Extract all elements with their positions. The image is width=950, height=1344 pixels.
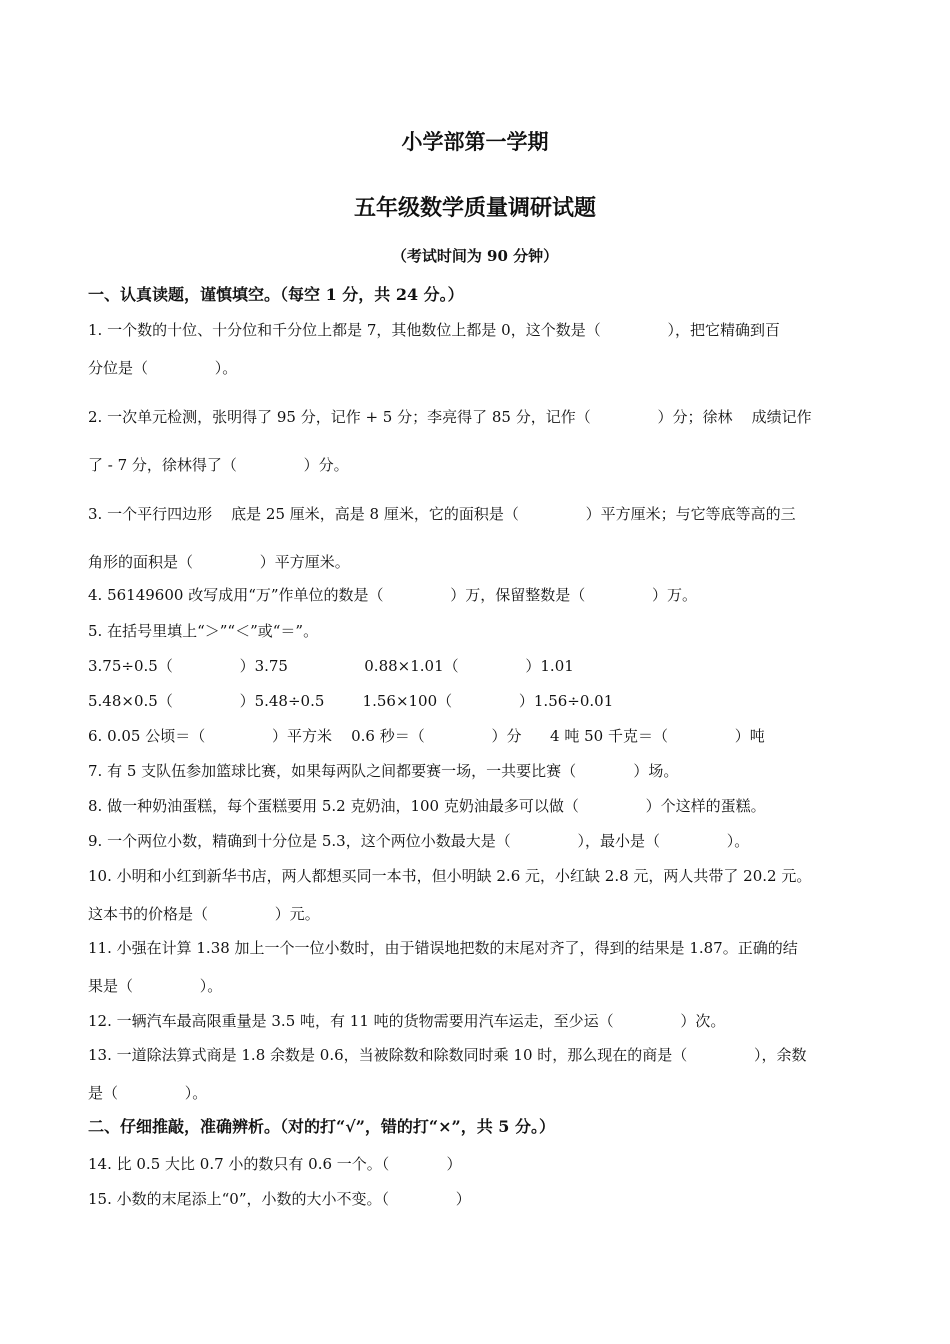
question-13-line-2: 是（ ）。: [88, 1084, 208, 1102]
question-1-line-2: 分位是（ ）。: [88, 359, 238, 377]
question-2-line-1: 2. 一次单元检测，张明得了 95 分，记作 + 5 分；李亮得了 85 分，记作（ ）分；徐林 成绩记作: [88, 408, 812, 426]
question-3-line-2: 角形的面积是（ ）平方厘米。: [88, 553, 350, 571]
question-5-row-1: 3.75÷0.5（ ）3.75 0.88×1.01（ ）1.01: [88, 657, 574, 675]
school-title: 小学部第一学期: [401, 129, 549, 154]
section-1-heading: 一、认真读题，谨慎填空。（每空 1 分，共 24 分。）: [88, 285, 464, 304]
question-6: 6. 0.05 公顷＝（ ）平方米 0.6 秒＝（ ）分 4 吨 50 千克＝（ ）吨: [88, 727, 765, 745]
question-13-line-1: 13. 一道除法算式商是 1.8 余数是 0.6，当被除数和除数同时乘 10 时，那么现在的商是（ ），余数: [88, 1046, 807, 1064]
question-10-line-1: 10. 小明和小红到新华书店，两人都想买同一本书，但小明缺 2.6 元，小红缺 2.8 元，两人共带了 20.2 元。: [88, 867, 812, 885]
question-12: 12. 一辆汽车最高限重量是 3.5 吨，有 11 吨的货物需要用汽车运走，至少运（ ）次。: [88, 1012, 726, 1030]
question-5-row-2: 5.48×0.5（ ）5.48÷0.5 1.56×100（ ）1.56÷0.01: [88, 692, 614, 710]
exam-duration: （考试时间为 90 分钟）: [391, 247, 559, 265]
question-10-line-2: 这本书的价格是（ ）元。: [88, 905, 320, 923]
question-1-line-1: 1. 一个数的十位、十分位和千分位上都是 7，其他数位上都是 0，这个数是（ ），把它精确到百: [88, 321, 780, 339]
exam-title: 五年级数学质量调研试题: [353, 195, 596, 221]
question-8: 8. 做一种奶油蛋糕，每个蛋糕要用 5.2 克奶油，100 克奶油最多可以做（ ）个这样的蛋糕。: [88, 797, 766, 815]
question-5: 5. 在括号里填上“＞”“＜”或“＝”。: [88, 622, 319, 640]
section-2-heading: 二、仔细推敲，准确辨析。（对的打“√”，错的打“×”，共 5 分。）: [88, 1117, 556, 1136]
question-7: 7. 有 5 支队伍参加篮球比赛，如果每两队之间都要赛一场，一共要比赛（ ）场。: [88, 762, 679, 780]
question-11-line-1: 11. 小强在计算 1.38 加上一个一位小数时，由于错误地把数的末尾对齐了，得到的结果是 1.87。正确的结: [88, 939, 798, 957]
question-9: 9. 一个两位小数，精确到十分位是 5.3，这个两位小数最大是（ ），最小是（ ）。: [88, 832, 750, 850]
question-2-line-2: 了 - 7 分，徐林得了（ ）分。: [88, 456, 349, 474]
question-4: 4. 56149600 改写成用“万”作单位的数是（ ）万，保留整数是（ ）万。: [88, 586, 698, 604]
question-14: 14. 比 0.5 大比 0.7 小的数只有 0.6 一个。（ ）: [88, 1155, 462, 1173]
question-11-line-2: 果是（ ）。: [88, 977, 223, 995]
question-3-line-1: 3. 一个平行四边形 底是 25 厘米，高是 8 厘米，它的面积是（ ）平方厘米；与它等底等高的三: [88, 505, 796, 523]
question-15: 15. 小数的末尾添上“0”，小数的大小不变。（ ）: [88, 1190, 471, 1208]
